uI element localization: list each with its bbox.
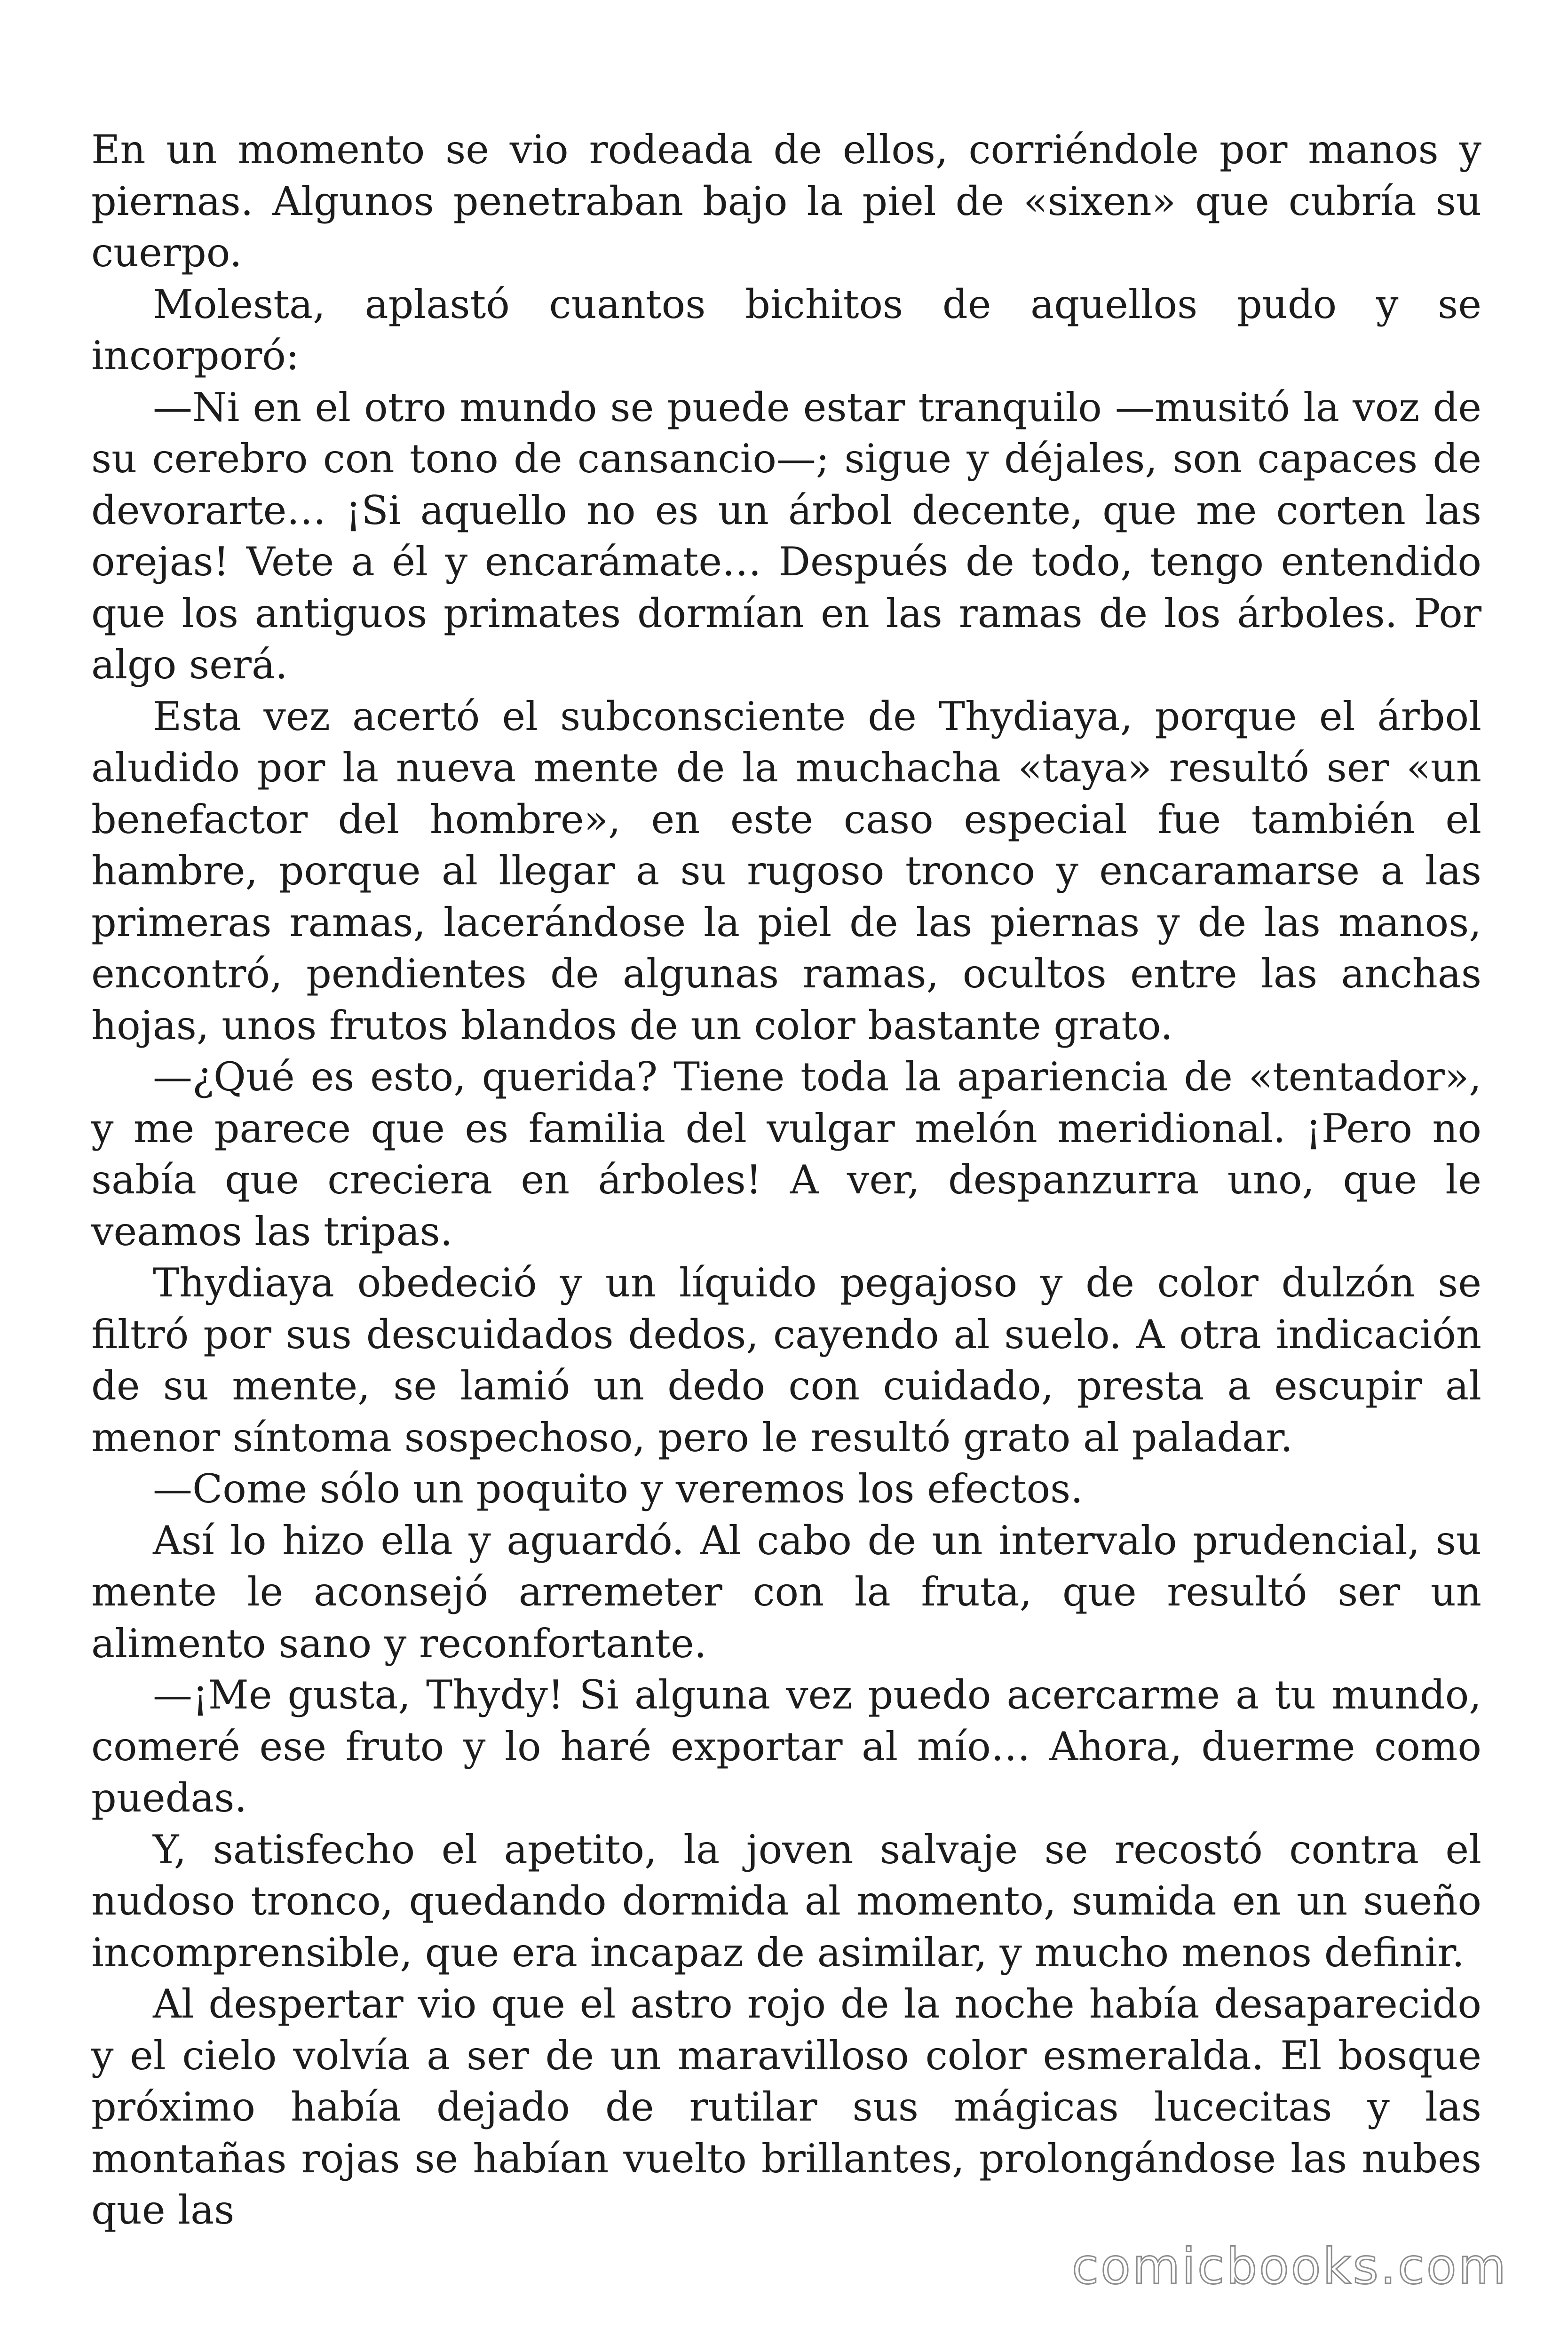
- paragraph-8: Así lo hizo ella y aguardó. Al cabo de un intervalo prudencial, su mente le aconsejó arremeter con la fruta, que resultó ser un alimento sano y reconfortante.: [91, 1517, 1481, 1667]
- paragraph-4: Esta vez acertó el subconsciente de Thydiaya, porque el árbol aludido por la nueva mente de la muchacha «taya» resultó ser «un benefactor del hombre», en este caso especial fue también el hambre, porque al llegar a su rugoso tronco y encaramarse a las primeras ramas, lacerándose la piel de las piernas y de las manos, encontró, pendientes de algunas ramas, ocultos entre las anchas hojas, unos frutos blandos de un color bastante grato.: [91, 693, 1481, 1049]
- paragraph-5: —¿Qué es esto, querida? Tiene toda la apariencia de «tentador», y me parece que es familia del vulgar melón meridional. ¡Pero no sabía que creciera en árboles! A ver, despanzurra uno, que le veamos las tripas.: [91, 1054, 1481, 1255]
- page-text: [91, 124, 1481, 2236]
- paragraph-10: Y, satisfecho el apetito, la joven salvaje se recostó contra el nudoso tronco, quedando dormida al momento, sumida en un sueño incomprensible, que era incapaz de asimilar, y mucho menos definir.: [91, 1826, 1481, 1976]
- paragraph-7: —Come sólo un poquito y veremos los efectos.: [153, 1466, 1083, 1512]
- paragraph-2: Molesta, aplastó cuantos bichitos de aquellos pudo y se incorporó:: [91, 281, 1481, 379]
- paragraph-1: En un momento se vio rodeada de ellos, corriéndole por manos y piernas. Algunos penetraban bajo la piel de «sixen» que cubría su cuerpo.: [91, 127, 1481, 276]
- paragraph-6: Thydiaya obedeció y un líquido pegajoso y de color dulzón se filtró por sus descuidados dedos, cayendo al suelo. A otra indicación de su mente, se lamió un dedo con cuidado, presta a escupir al menor síntoma sospechoso, pero le resultó grato al paladar.: [91, 1260, 1481, 1461]
- paragraph-9: —¡Me gusta, Thydy! Si alguna vez puedo acercarme a tu mundo, comeré ese fruto y lo haré exportar al mío… Ahora, duerme como puedas.: [91, 1672, 1481, 1821]
- paragraph-11: Al despertar vio que el astro rojo de la noche había desaparecido y el cielo volvía a ser de un maravilloso color esmeralda. El bosque próximo había dejado de rutilar sus mágicas lucecitas y las montañas rojas se habían vuelto brillantes, prolongándose las nubes que las: [91, 1981, 1481, 2233]
- watermark: comicbooks.com: [1071, 2238, 1508, 2295]
- paragraph-3: —Ni en el otro mundo se puede estar tranquilo —musitó la voz de su cerebro con tono de cansancio—; sigue y déjales, son capaces de devorarte… ¡Si aquello no es un árbol decente, que me corten las orejas! Vete a él y encarámate… Después de todo, tengo entendido que los antiguos primates dormían en las ramas de los árboles. Por algo será.: [91, 384, 1481, 688]
